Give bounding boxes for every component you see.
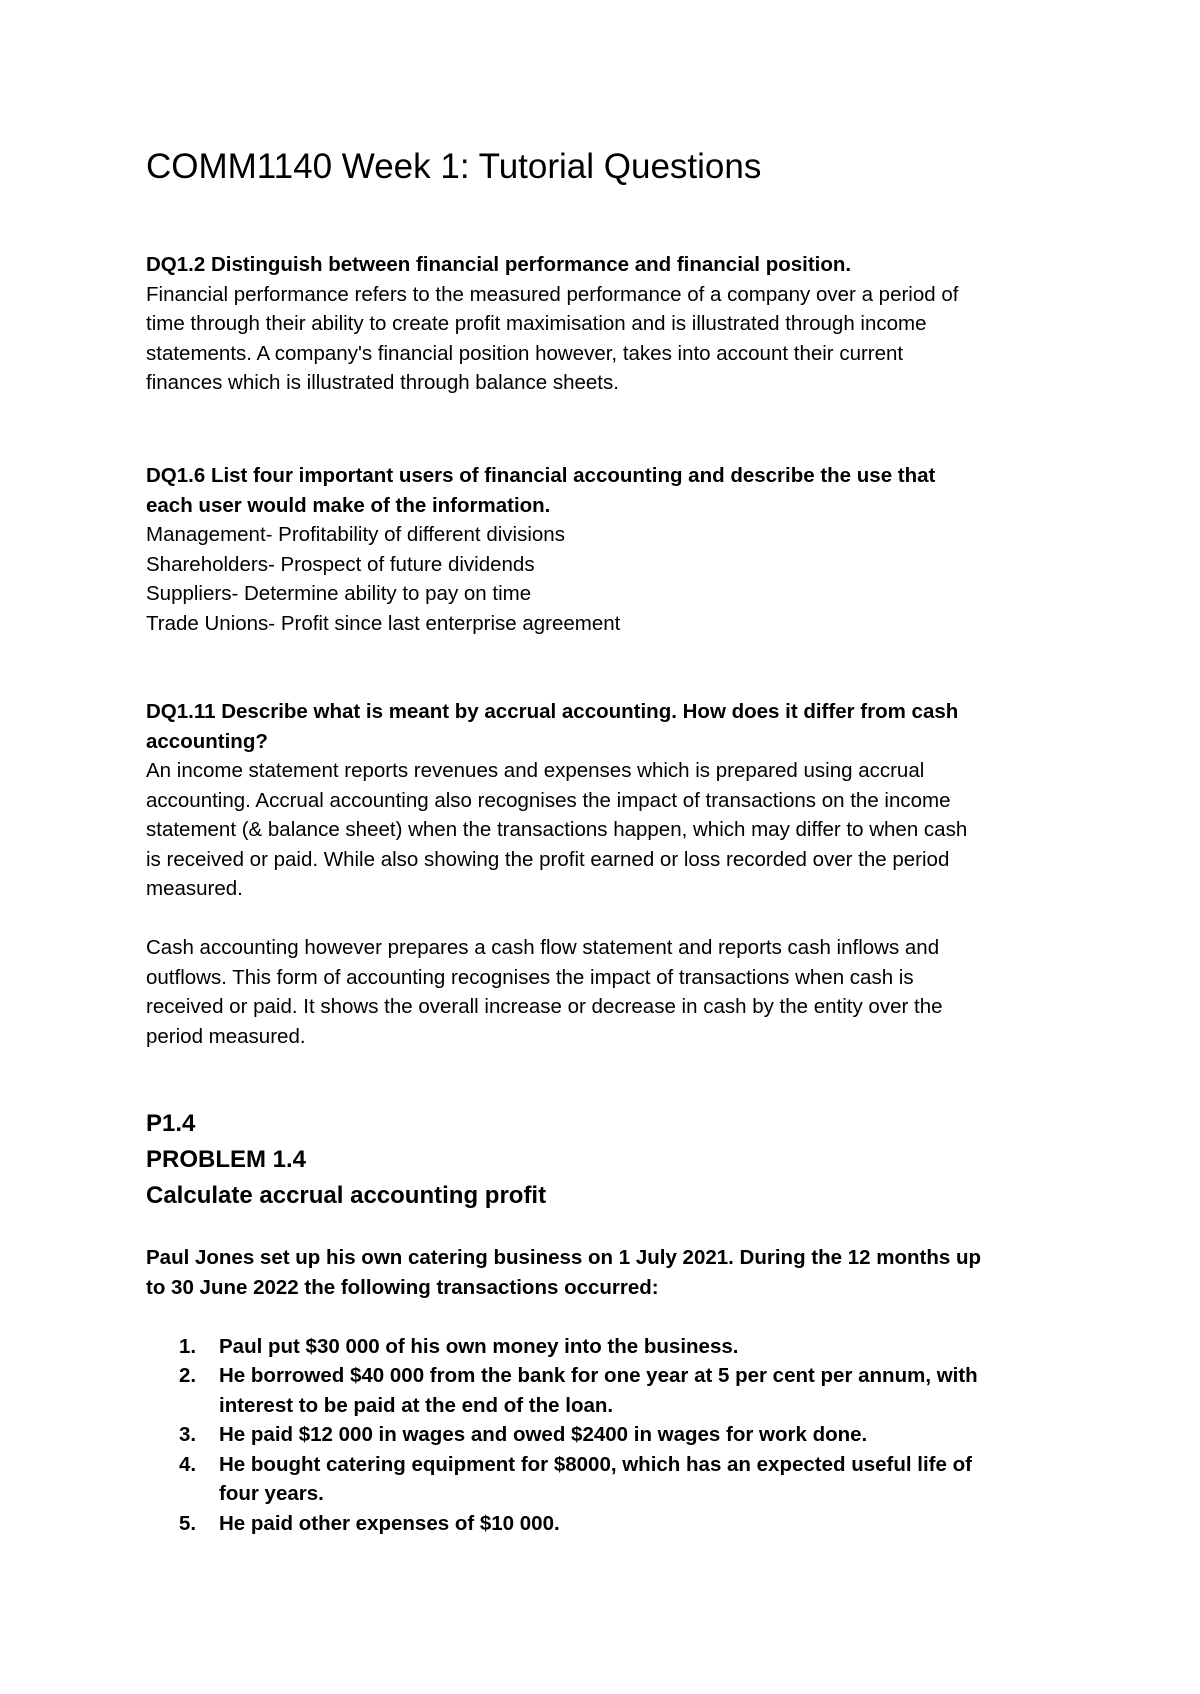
user-item-suppliers: Suppliers- Determine ability to pay on time: [146, 582, 532, 605]
question-dq1-6: [146, 461, 1066, 638]
answer-line: outflows. This form of accounting recognises the impact of transactions when cash is: [146, 965, 914, 989]
problem-body: [146, 1243, 1066, 1538]
question-heading: [146, 461, 1066, 520]
question-dq1-2: [146, 250, 1066, 398]
problem-code: P1.4: [146, 1110, 196, 1137]
question-heading: [146, 697, 1066, 756]
list-item-text: Paul put $30 000 of his own money into the business.: [219, 1334, 739, 1358]
problem-1-4: [146, 1106, 1066, 1214]
question-line: DQ1.6 List four important users of financial accounting and describe the use that: [146, 464, 936, 487]
list-item-text: interest to be paid at the end of the loan.: [219, 1393, 614, 1417]
user-item-management: Management- Profitability of different divisions: [146, 523, 565, 546]
question-line: each user would make of the information.: [146, 493, 551, 517]
users-list: [146, 520, 1066, 638]
list-number: 5.: [179, 1511, 197, 1535]
answer-line: accounting. Accrual accounting also recognises the impact of transactions on the income: [146, 788, 951, 812]
answer-line: statement (& balance sheet) when the transactions happen, which may differ to when cash: [146, 818, 968, 841]
answer-line: finances which is illustrated through balance sheets.: [146, 371, 619, 394]
answer-line: measured.: [146, 877, 243, 900]
problem-heading: Calculate accrual accounting profit: [146, 1182, 547, 1209]
intro-line: to 30 June 2022 the following transactions occurred:: [146, 1275, 659, 1299]
answer-line: Cash accounting however prepares a cash flow statement and reports cash inflows and: [146, 936, 940, 959]
list-item-text: He paid $12 000 in wages and owed $2400 in wages for work done.: [219, 1423, 868, 1446]
user-item-shareholders: Shareholders- Prospect of future dividends: [146, 552, 535, 576]
list-item-text: four years.: [219, 1482, 324, 1505]
list-item: [146, 1450, 1066, 1509]
user-item-trade-unions: Trade Unions- Profit since last enterprise agreement: [146, 611, 621, 635]
answer-paragraph: [146, 756, 1066, 904]
list-item-text: He paid other expenses of $10 000.: [219, 1511, 560, 1535]
problem-label: PROBLEM 1.4: [146, 1146, 307, 1173]
answer-paragraph: [146, 280, 1066, 398]
list-number: 2.: [179, 1364, 197, 1387]
answer-line: Financial performance refers to the measured performance of a company over a period of: [146, 282, 959, 306]
list-item: [146, 1420, 1066, 1450]
answer-line: An income statement reports revenues and expenses which is prepared using accrual: [146, 759, 925, 782]
answer-line: statements. A company's financial position however, takes into account their current: [146, 341, 904, 365]
question-dq1-11: [146, 697, 1066, 1051]
question-line: DQ1.11 Describe what is meant by accrual accounting. How does it differ from cash: [146, 700, 959, 723]
answer-line: time through their ability to create profit maximisation and is illustrated through income: [146, 312, 927, 335]
list-item: [146, 1509, 1066, 1539]
question-line: accounting?: [146, 729, 268, 753]
answer-line: is received or paid. While also showing the profit earned or loss recorded over the period: [146, 847, 950, 871]
question-heading: DQ1.2 Distinguish between financial performance and financial position.: [146, 253, 852, 276]
transactions-list: [146, 1332, 1066, 1539]
list-number: 1.: [179, 1334, 197, 1358]
answer-line: received or paid. It shows the overall increase or decrease in cash by the entity over the: [146, 995, 943, 1018]
list-item: [146, 1332, 1066, 1362]
list-number: 4.: [179, 1452, 197, 1476]
document-title: COMM1140 Week 1: Tutorial Questions: [146, 147, 762, 186]
intro-line: Paul Jones set up his own catering business on 1 July 2021. During the 12 months up: [146, 1246, 981, 1269]
answer-line: period measured.: [146, 1024, 306, 1048]
list-item: [146, 1361, 1066, 1420]
problem-intro: [146, 1243, 1066, 1302]
list-item-text: He bought catering equipment for $8000, which has an expected useful life of: [219, 1452, 972, 1476]
list-number: 3.: [179, 1423, 197, 1446]
answer-paragraph-cash-accounting: [146, 933, 1066, 1051]
list-item-text: He borrowed $40 000 from the bank for one year at 5 per cent per annum, with: [219, 1364, 978, 1387]
